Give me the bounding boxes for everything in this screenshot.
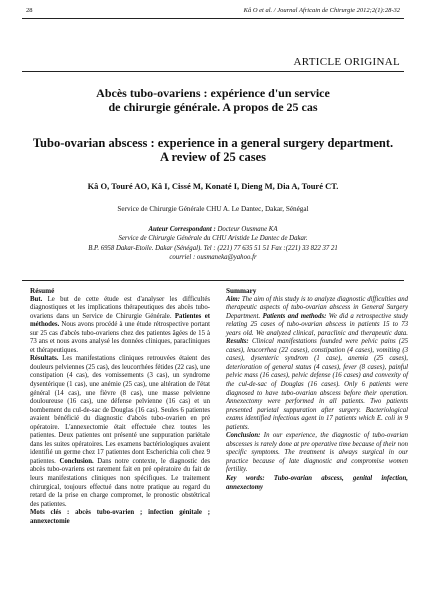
title-english-line1: Tubo-ovarian abscess : experience in a general surgery department. — [32, 136, 394, 150]
summary-column — [226, 287, 408, 492]
running-header — [22, 4, 404, 18]
journal-citation: Kâ O et al. / Journal Africain de Chirurgie 2012;2(1):28-32 — [243, 7, 400, 14]
article-type-rule — [22, 71, 404, 72]
correspondence-contact: B.P. 6958 Dakar-Etoile. Dakar (Sénégal). Tel : (221) 77 635 51 51 Fax :(221) 33 822 37 21 — [88, 244, 338, 252]
affiliation: Service de Chirurgie Générale CHU A. Le Dantec, Dakar, Sénégal — [117, 205, 309, 213]
title-french-line2: de chirurgie générale. A propos de 25 cas — [108, 100, 318, 114]
summary-keywords: Key words: Tubo-ovarian abscess, genital infection, annexectomy — [226, 475, 408, 491]
correspondence-address: Service de Chirurgie Générale du CHU Aristide Le Dantec de Dakar. — [118, 235, 308, 243]
page-number: 28 — [26, 7, 33, 14]
article-type: ARTICLE ORIGINAL — [293, 56, 400, 68]
title-english — [26, 136, 400, 164]
correspondence-block — [50, 225, 376, 263]
resume-column — [30, 287, 210, 526]
abstract-rule — [22, 280, 404, 281]
title-french — [26, 86, 400, 114]
title-french-line1: Abcès tubo-ovariens : expérience d'un service — [96, 86, 330, 100]
resume-heading: Résumé — [30, 287, 55, 295]
author-list: Kâ O, Touré AO, Kâ I, Cissé M, Konaté I, Dieng M, Dia A, Touré CT. — [87, 181, 339, 191]
correspondence-email: courriel : ousmaneka@yahoo.fr — [169, 254, 257, 262]
summary-body: Aim: The aim of this study is to analyze diagnostic difficulties and therapeutic aspects of tubo-ovarian abscess in General Surgery Department. Patients and methods: We did a retrospective study relating 25 cases of tubo-ovarian abscess in patients 15 to 73 years old. We analyzed clinical, paraclinic and therapeutic data. Results: Clinical manifestations founded were pelvic pains (25 cases), leucorrhea (22 cases), constipation (4 cases), vomiting (3 cases), dysenteric syndrom (1 case), anemia (25 cases), deterioration of general status (4 cases), fever (8 cases), painful pelvic mass (16 cases), pelvic defense (16 cases) and convexity of the cul-de-sac of Douglas (16 cases). Only 6 patients were diagnosed to have tubo-ovarian abscess before their operation. Annexectomy were performed in all patients. Two patients presented parietal suppuration after surgery. Bacteriological exams identified infectious agent in 17 patients which E. coli in 9 patients. Conclusion: In our experience, the diagnostic of tubo-ovarian abscesses is rarely done at pre operative time because of their non specific symptoms. The treatment is always surgical in our practice because of late diagnostic and compromise women fertility. — [226, 295, 408, 474]
correspondence-label: Auteur Correspondant : — [148, 226, 216, 233]
title-english-line2: A review of 25 cases — [160, 150, 266, 164]
summary-heading: Summary — [226, 287, 257, 295]
resume-body: But. Le but de cette étude est d'analyser les difficultés diagnostiques et les implications thérapeutiques des abcès tubo-ovariens dans un Service de Chirurgie Générale. Patientes et méthodes. Nous avons procédé à une étude rétrospective portant sur 25 cas d'abcès tubo-ovariens chez des patientes âgées de 15 à 73 ans et nous avons analysé les données cliniques, paracliniques et thérapeutiques. Résultats. Les manifestations cliniques retrouvées étaient des douleurs pelviennes (25 cas), des leucorrhées fétides (22 cas), une constipation (4 cas), des vomissements (3 cas), un syndrome dysentérique (1 cas), une anémie (25 cas), une altération de l'état général (14 cas), une fièvre (8 cas), une masse pelvienne douloureuse (16 cas), une défense pelvienne (16 cas) et un bombement du cul-de-sac de Douglas (16 cas). Seules 6 patientes avaient bénéficié du diagnostic d'abcès tubo-ovarien en pré opératoire. L'annexectomie était effectuée chez toutes les patientes. Deux patientes ont présenté une suppuration pariétale dans les suites opératoires. Les examens bactériologiques avaient identifié un germe chez 17 patientes dont Escherichia coli chez 9 patientes. Conclusion. Dans notre contexte, le diagnostic des abcès tubo-ovariens est rarement fait en pré opératoire du fait de leurs manifestations cliniques non spécifiques. Le traitement chirurgical, toujours effectué dans notre pratique au regard du retard de la prise en charge compromet, le pronostic obstétrical des patientes. — [30, 295, 210, 508]
correspondence-name: Docteur Ousmane KA — [215, 226, 278, 233]
resume-keywords: Mots clés : abcès tubo-ovarien ; infection génitale ; annexectomie — [30, 509, 210, 525]
header-rule — [22, 18, 404, 19]
